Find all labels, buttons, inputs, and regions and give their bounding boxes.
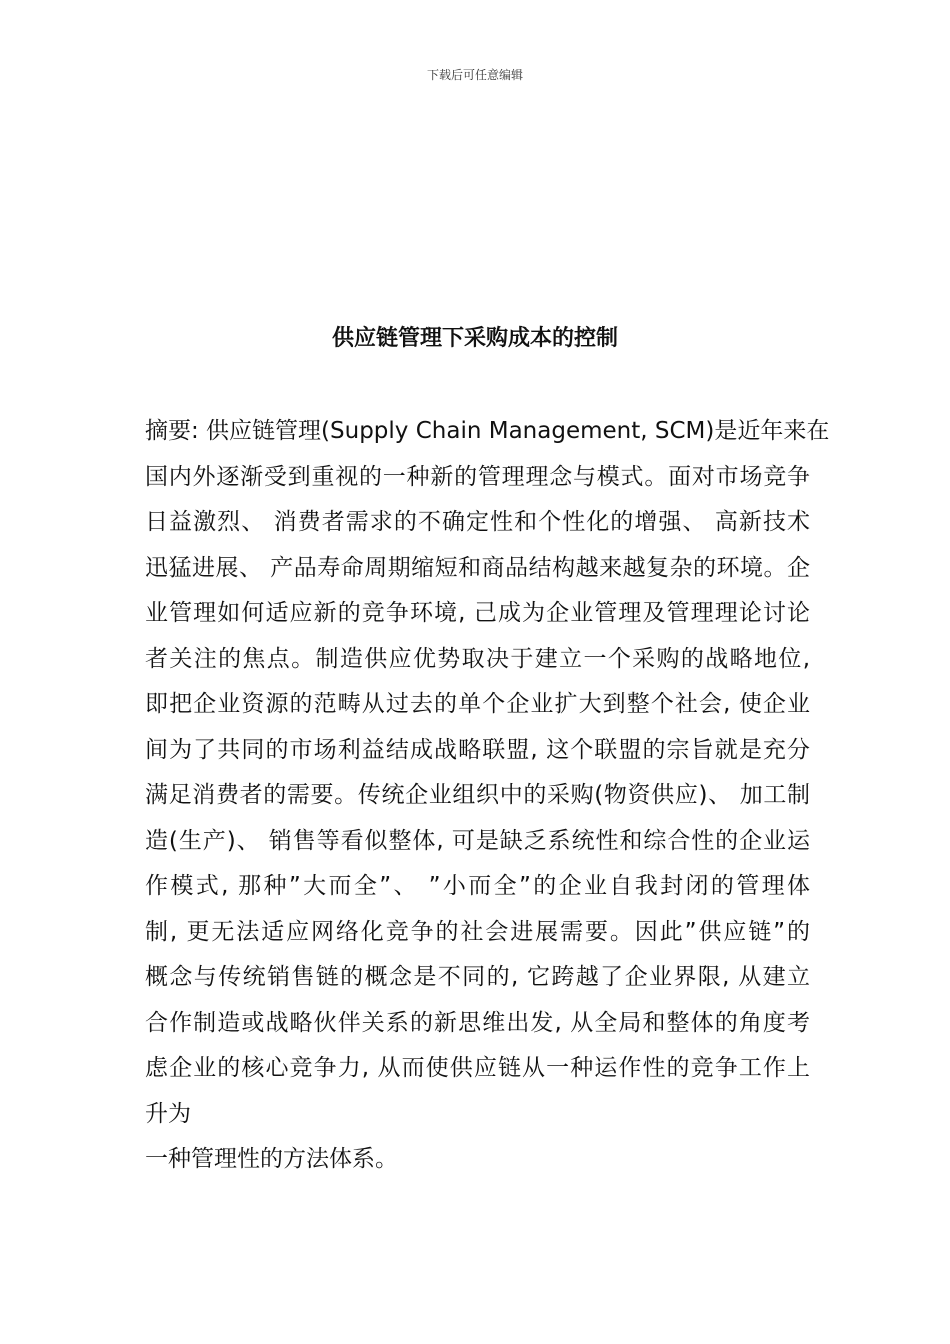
abstract-paragraph [145,412,830,1186]
header-note: 下载后可任意编辑 [426,68,523,82]
abstract-line: 虑企业的核心竞争力, 从而使供应链从一种运作性的竞争工作上 [145,1055,810,1081]
abstract-line: 满足消费者的需要。传统企业组织中的采购(物资供应)、 加工制 [145,782,810,808]
document-title: 供应链管理下采购成本的控制 [331,326,618,351]
abstract-line: 者关注的焦点。制造供应优势取决于建立一个采购的战略地位, [145,645,810,672]
abstract-line: 一种管理性的方法体系。 [145,1146,398,1172]
abstract-line: 制, 更无法适应网络化竞争的社会进展需要。因此”供应链”的 [145,918,810,945]
abstract-line: 国内外逐渐受到重视的一种新的管理理念与模式。面对市场竞争 [145,463,810,490]
abstract-line: 作模式, 那种”大而全”、 ”小而全”的企业自我封闭的管理体 [145,873,810,899]
abstract-line: 合作制造或战略伙伴关系的新思维出发, 从全局和整体的角度考 [145,1009,810,1036]
abstract-line: 摘要: 供应链管理(Supply Chain Management, SCM)是近年来在 [145,418,830,444]
abstract-line: 业管理如何适应新的竞争环境, 己成为企业管理及管理理论讨论 [145,600,810,626]
abstract-line: 间为了共同的市场利益结成战略联盟, 这个联盟的宗旨就是充分 [145,736,810,763]
abstract-line: 日益激烈、 消费者需求的不确定性和个性化的增强、 高新技术 [145,509,810,535]
abstract-line: 迅猛进展、 产品寿命周期缩短和商品结构越来越复杂的环境。企 [145,554,810,581]
abstract-line: 即把企业资源的范畴从过去的单个企业扩大到整个社会, 使企业 [145,691,810,717]
abstract-line: 升为 [145,1100,191,1127]
abstract-line: 概念与传统销售链的概念是不同的, 它跨越了企业界限, 从建立 [145,964,810,990]
abstract-line: 造(生产)、 销售等看似整体, 可是缺乏系统性和综合性的企业运 [145,827,810,854]
